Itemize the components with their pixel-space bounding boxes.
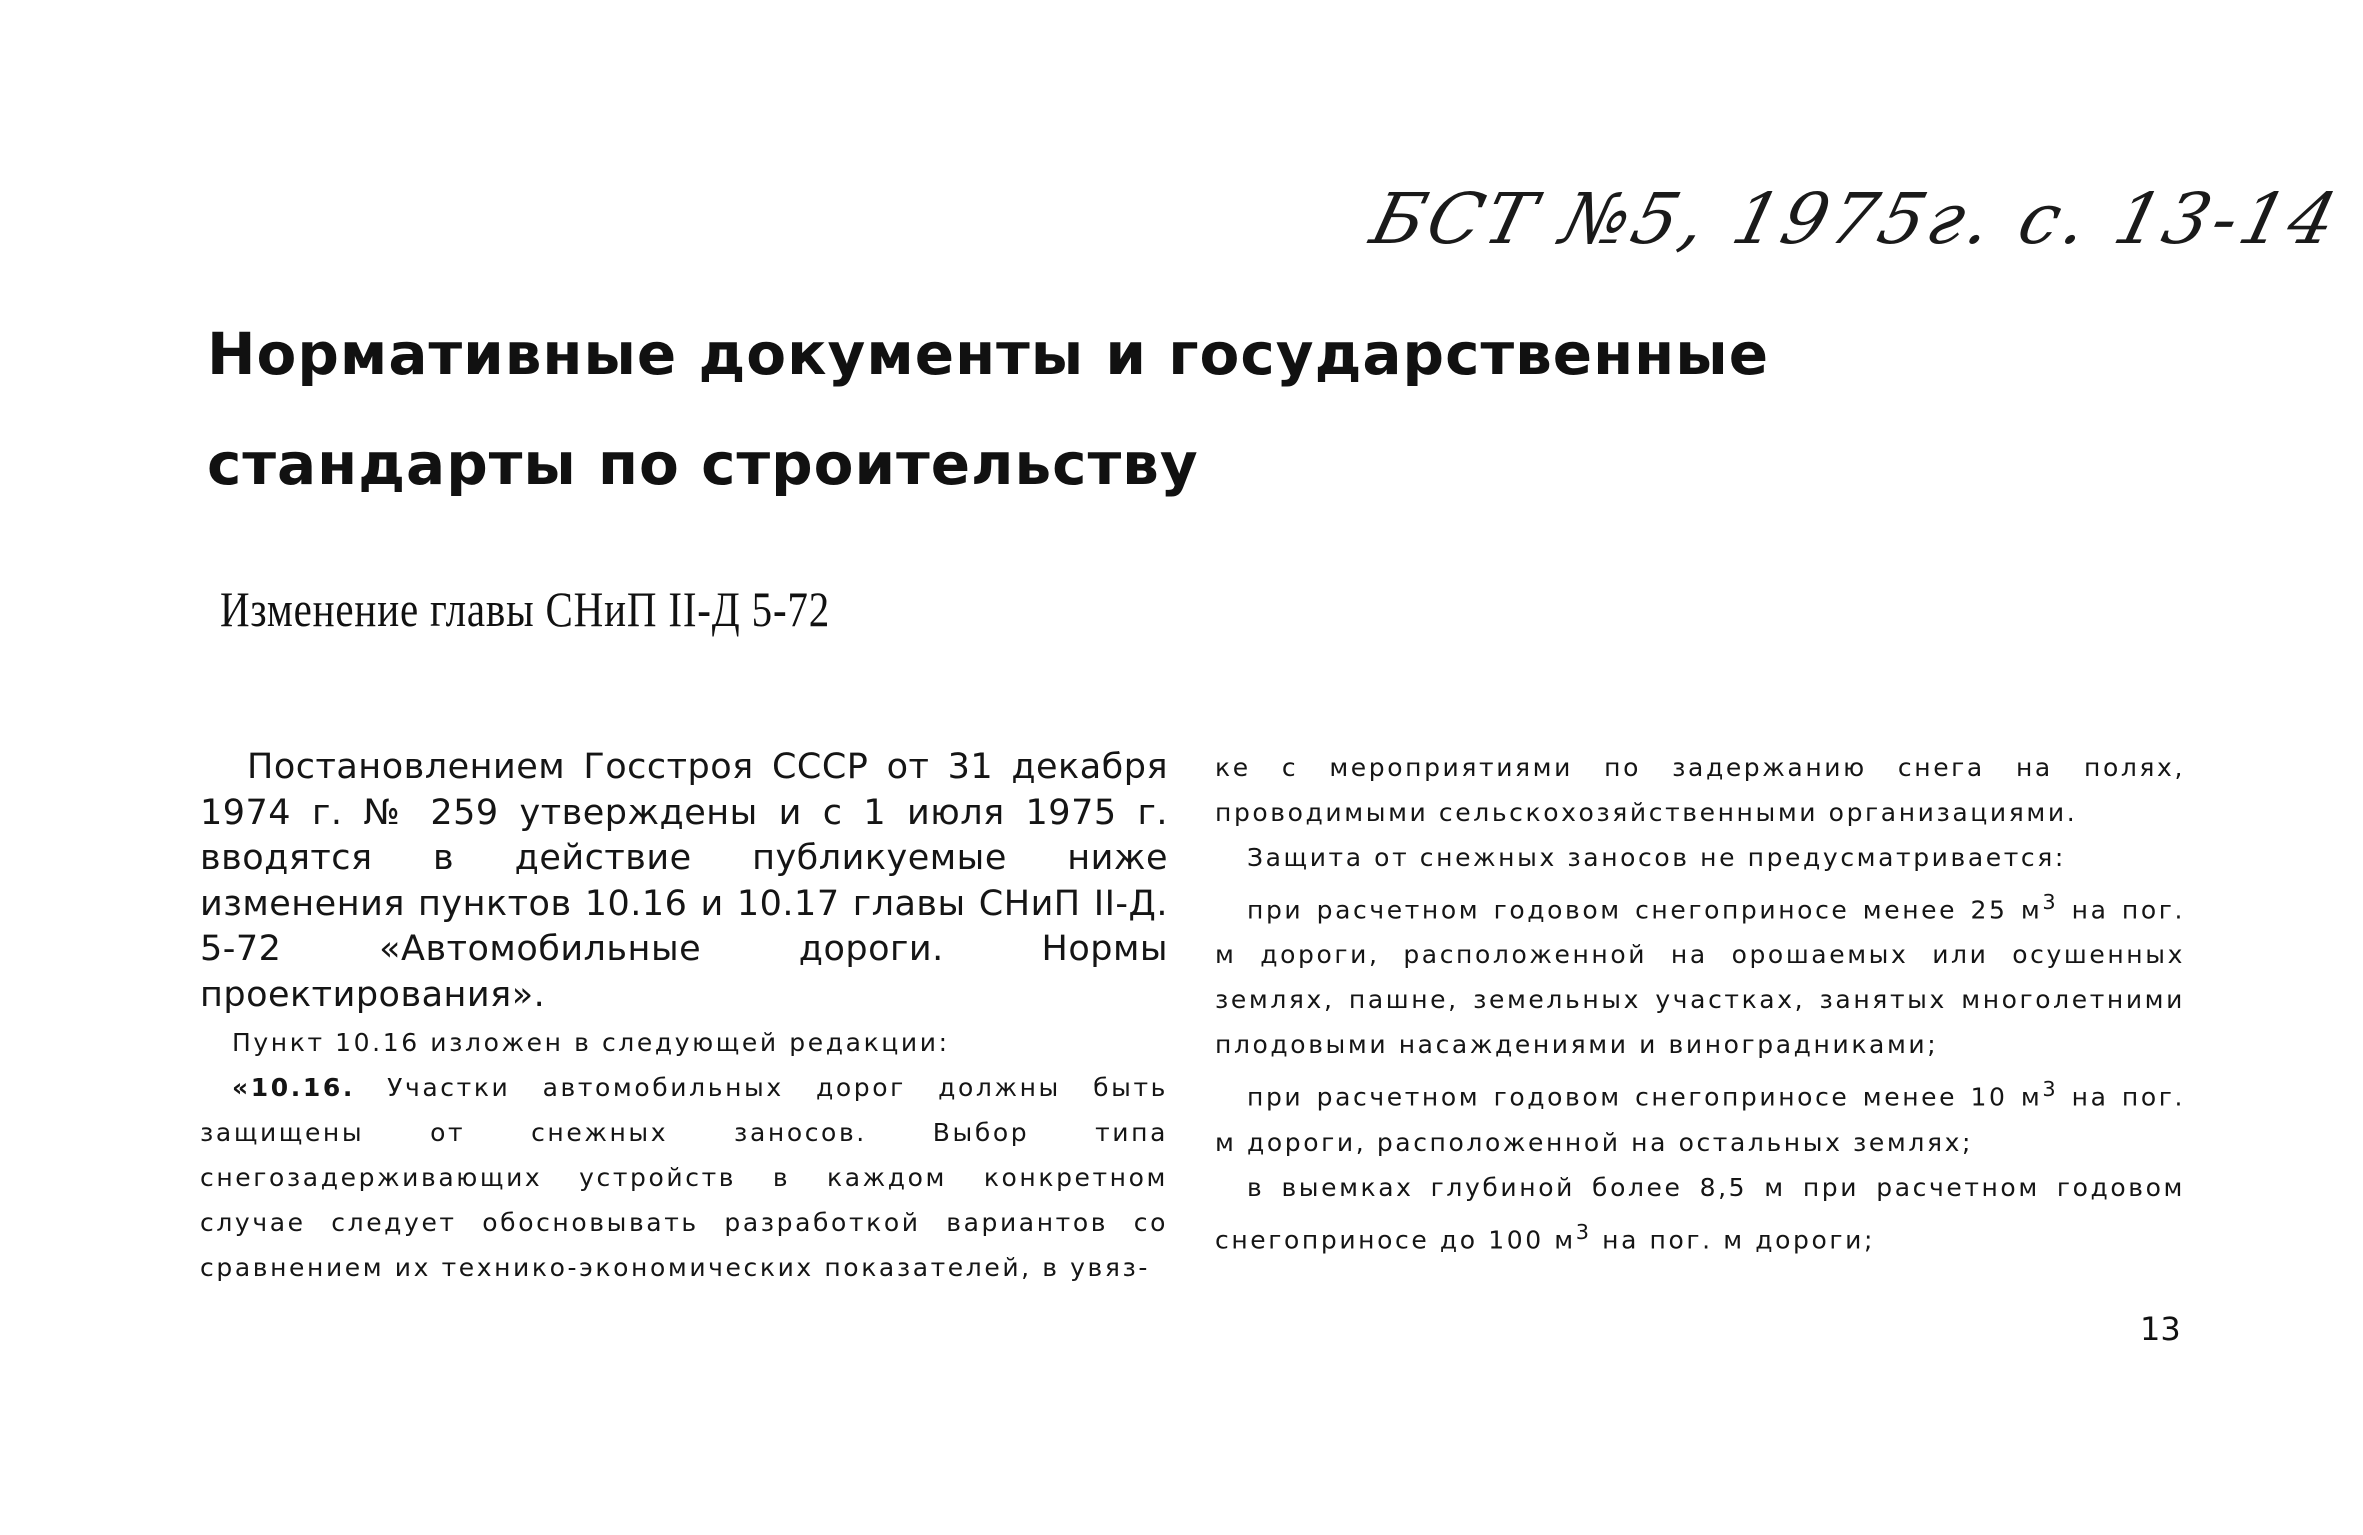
heading-line-1: Нормативные документы и государственные xyxy=(207,320,1770,388)
paragraph-3-text-b: на пог. м дороги, расположенной на остальных землях; xyxy=(1215,1082,2185,1157)
item-intro-text: Пункт 10.16 изложен в следующей редакции: xyxy=(232,1028,950,1057)
paragraph-4-text-b: на пог. м дороги; xyxy=(1591,1224,1875,1254)
superscript: 3 xyxy=(2042,890,2059,914)
heading-line-2: стандарты по строительству xyxy=(207,430,1199,498)
page-number: 13 xyxy=(2140,1310,2181,1348)
paragraph-1: Защита от снежных заносов не предусматривается: xyxy=(1247,843,2066,872)
item-paragraph xyxy=(200,1065,1168,1290)
continuation-paragraph: ке с мероприятиями по задержанию снега на полях, проводимыми сельскохозяйственными организациями. xyxy=(1215,753,2185,827)
item-text: Участки автомобильных дорог должны быть защищены от снежных заносов. Выбор типа снегозадерживающих устройств в каждом конкретном случае следует обосновывать разработкой вариантов со сравнением их технико-экономических показателей, в увяз- xyxy=(200,1073,1168,1282)
intro-paragraph: Постановлением Госстроя СССР от 31 декабря 1974 г. № 259 утверждены и с 1 июля 1975 г. вводятся в действие публикуемые ниже изменения пунктов 10.16 и 10.17 главы СНиП II-Д. 5-72 «Автомобильные дороги. Нормы проектирования». xyxy=(200,747,1168,1015)
paragraph-2-text-b: на пог. м дороги, расположенной на орошаемых или осушенных землях, пашне, земельных участках, занятых многолетними плодовыми насаждениями и виноградниками; xyxy=(1215,895,2185,1060)
superscript: 3 xyxy=(2042,1077,2059,1102)
superscript: 3 xyxy=(1575,1219,1592,1244)
left-column xyxy=(200,745,1168,1290)
item-number: «10.16. xyxy=(232,1073,355,1102)
paragraph-3 xyxy=(1215,1067,2185,1164)
paragraph-4-text-a: в выемках глубиной более 8,5 м при расчетном годовом снегоприносе до 100 м xyxy=(1215,1172,2185,1254)
paragraph-3-text-a: при расчетном годовом снегоприносе менее 10 м xyxy=(1247,1082,2043,1112)
page-heading xyxy=(207,298,1907,520)
item-intro-paragraph xyxy=(200,1020,1168,1065)
paragraph-2-text-a: при расчетном годовом снегоприносе менее 25 м xyxy=(1247,895,2043,925)
paragraph-4 xyxy=(1215,1165,2185,1262)
handwritten-reference-note: БСТ №5, 1975г. с. 13-14 xyxy=(1363,178,2349,260)
right-column xyxy=(1215,745,2185,1262)
section-subheading: Изменение главы СНиП II-Д 5-72 xyxy=(220,581,831,637)
paragraph-2 xyxy=(1215,880,2185,1067)
